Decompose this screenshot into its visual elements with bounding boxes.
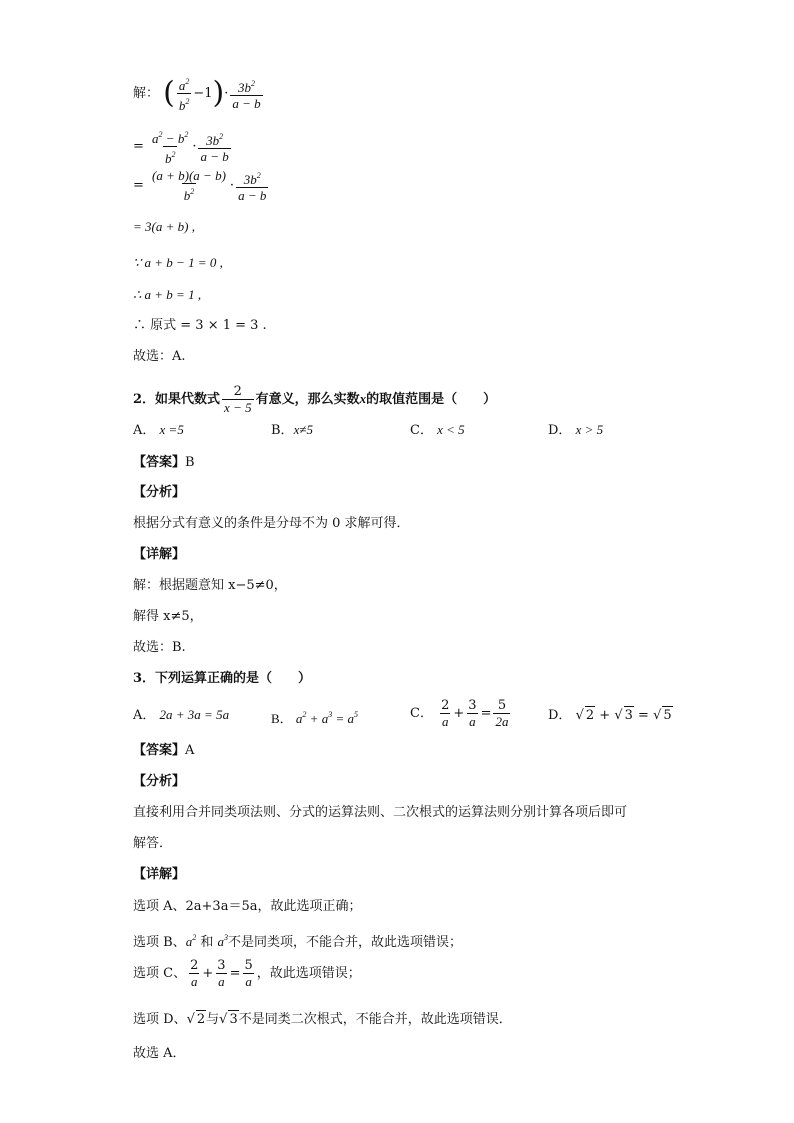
q1-solution-line-4: = 3(a + b) ,: [133, 219, 195, 234]
equals-sign: =: [133, 178, 144, 193]
fraction-3b2-amb: $\frac{3b^2}{a - b}$: [232, 79, 261, 111]
q3-stem: 3．下列运算正确的是（ ）: [133, 671, 312, 686]
q2-fraction: $\frac{2}{x - 5}$: [224, 384, 252, 415]
q2-option-b: B．x≠5: [271, 422, 313, 438]
q3-detail-a: 选项 A、2a+3a＝5a，故此选项正确；: [133, 899, 362, 914]
q3-detail-c: 选项 C、 $\frac{2}{a}$ + $\frac{3}{a}$ = $\frac{5}{a}$ ，故此选项错误；: [133, 958, 361, 989]
q2-detail-line-2: 解得 x≠5，: [133, 609, 203, 624]
q3-analysis-line-1: 直接利用合并同类项法则、分式的运算法则、二次根式的运算法则分别计算各项后即可: [133, 805, 628, 820]
q1-solution-line-2: [133, 127, 233, 166]
q3-detail-tag: 【详解】: [133, 867, 186, 882]
minus-one: −1: [193, 86, 213, 101]
left-paren: (: [163, 75, 175, 111]
q2-option-c: C． x < 5: [410, 422, 465, 438]
q3-analysis-tag: 【分析】: [133, 774, 186, 789]
q2-detail-line-3: 故选：B.: [133, 640, 186, 655]
q2-stem-end: 的取值范围是（ ）: [366, 392, 497, 407]
q2-stem-text: 2．如果代数式: [133, 392, 221, 407]
right-paren: ): [212, 75, 225, 111]
q3-option-c: C． $\frac{2}{a}$ + $\frac{3}{a}$ = $\frac{5}{2a}$: [410, 698, 509, 729]
q2-detail-line-1: 解：根据题意知 x−5≠0，: [133, 578, 287, 593]
therefore-line-2: ∴ 原式 = 3 × 1 = 3 .: [133, 318, 267, 333]
q1-solution-line-1: [133, 74, 265, 113]
therefore-line-1: ∴ a + b = 1 ,: [133, 287, 202, 302]
result-expression: 3(a + b) ,: [145, 219, 195, 234]
equals-sign: =: [133, 139, 144, 154]
q3-detail-d: 选项 D、√ 2与√ 3不是同类二次根式，不能合并，故此选项错误．: [133, 1012, 512, 1027]
q2-answer: [133, 454, 195, 472]
q2-stem: [133, 384, 496, 415]
q2-analysis-text: 根据分式有意义的条件是分母不为 0 求解可得．: [133, 516, 410, 531]
answer-tag: 【答案】: [133, 455, 186, 470]
q2-analysis-tag: 【分析】: [133, 485, 186, 500]
q2-detail-tag: 【详解】: [133, 547, 186, 562]
fraction-3b2-amb-2: $\frac{3b^2}{a - b}$: [200, 132, 229, 164]
multiply-dot: ·: [229, 178, 235, 193]
solution-label: 解：: [133, 86, 160, 101]
multiply-dot: ·: [192, 139, 197, 154]
q3-option-b: B． $a^2 + a^3 = a^5$: [271, 710, 358, 726]
q2-option-a: A． x =5: [133, 422, 184, 438]
q2-variable: x: [359, 391, 367, 406]
because-line: ∵ a + b − 1 = 0 ,: [133, 255, 223, 270]
q1-solution-line-3: [133, 168, 270, 203]
q2-stem-text-2: 有意义，那么实数: [255, 392, 360, 407]
q2-option-d: D． x > 5: [548, 422, 604, 438]
fraction-factored: $\frac{(a + b)(a - b)}{b^2}$: [152, 168, 226, 203]
q3-choose-line: 故选 A．: [133, 1046, 186, 1061]
q3-answer: 【答案】A: [133, 743, 195, 758]
q3-detail-b: 选项 B、$a^2$ 和 $a^3$不是同类项，不能合并，故此选项错误；: [133, 933, 462, 950]
fraction-3b2-amb-3: $\frac{3b^2}{a - b}$: [238, 171, 267, 203]
q3-option-d: D． √ 2 + √ 3 = √ 5: [548, 708, 672, 723]
answer-value: B: [185, 455, 195, 470]
q1-choose-line: 故选：A.: [133, 349, 186, 364]
multiply-dot: ·: [224, 86, 229, 101]
q3-option-a: A． 2a + 3a = 5a: [133, 707, 230, 723]
q3-analysis-line-2: 解答．: [133, 836, 173, 851]
fraction-a2-minus-b2: $\frac{a^2 - b^2}{b^2}$: [152, 130, 189, 166]
fraction-a2-b2: $\frac{a^2}{b^2}$: [178, 77, 190, 113]
